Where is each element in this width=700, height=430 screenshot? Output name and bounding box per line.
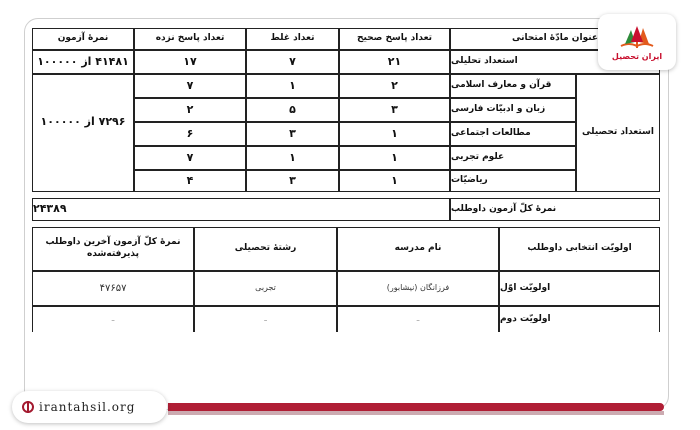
summary-score: ۴۱۴۸۱ از ۱۰۰۰۰۰ (32, 50, 134, 74)
row-wrong: ۱ (246, 74, 339, 98)
footer-bar (168, 403, 664, 411)
priority-row-school: فرزانگان (نیشابور) (337, 271, 499, 306)
priority-row-school: ـ (337, 306, 499, 332)
row-wrong: ۳ (246, 170, 339, 192)
summary-unanswered: ۱۷ (134, 50, 246, 74)
row-unanswered: ۴ (134, 170, 246, 192)
priority-row-label: اولویّت دوم (499, 306, 660, 332)
row-correct: ۱ (339, 146, 450, 170)
row-material: قرآن و معارف اسلامی (450, 74, 576, 98)
header-material: عنوان مادّهٔ امتحانی (450, 28, 660, 50)
total-value: ۲۴۳۸۹ (32, 198, 450, 221)
header-score: نمرهٔ آزمون (32, 28, 134, 50)
row-material: زبان و ادبیّات فارسی (450, 98, 576, 122)
row-unanswered: ۷ (134, 74, 246, 98)
row-correct: ۱ (339, 170, 450, 192)
book-icon (617, 24, 657, 50)
priority-row-label: اولویّت اوّل (499, 271, 660, 306)
row-correct: ۲ (339, 74, 450, 98)
site-url-link[interactable] (12, 391, 167, 423)
logo-text: ایران تحصیل (611, 51, 663, 61)
header-correct: تعداد پاسخ صحیح (339, 28, 450, 50)
row-unanswered: ۶ (134, 122, 246, 146)
priority-row-score: ـ (32, 306, 194, 332)
site-url-text: irantahsil.org (39, 400, 136, 414)
header-school: نام مدرسه (337, 227, 499, 271)
globe-icon (22, 401, 34, 413)
row-material: ریاضیّات (450, 170, 576, 192)
report-sheet (32, 28, 663, 330)
summary-correct: ۲۱ (339, 50, 450, 74)
site-logo[interactable] (598, 14, 676, 70)
priority-row-field: تجربی (194, 271, 337, 306)
group-label: استعداد تحصیلی (576, 74, 660, 192)
priority-row-field: ـ (194, 306, 337, 332)
row-wrong: ۱ (246, 146, 339, 170)
row-correct: ۳ (339, 98, 450, 122)
footer-bar-shadow (168, 411, 664, 415)
row-material: علوم تجربی (450, 146, 576, 170)
row-correct: ۱ (339, 122, 450, 146)
total-label: نمرهٔ کلّ آزمون داوطلب (450, 198, 660, 221)
row-wrong: ۵ (246, 98, 339, 122)
header-field: رشتهٔ تحصیلی (194, 227, 337, 271)
header-unanswered: تعداد پاسخ نزده (134, 28, 246, 50)
group-score: ۷۲۹۶ از ۱۰۰۰۰۰ (32, 74, 134, 192)
header-wrong: تعداد غلط (246, 28, 339, 50)
summary-wrong: ۷ (246, 50, 339, 74)
header-last-score: نمرهٔ کلّ آزمون آخرین داوطلب پذیرفته‌شده (32, 227, 194, 271)
row-wrong: ۳ (246, 122, 339, 146)
row-unanswered: ۲ (134, 98, 246, 122)
summary-material: استعداد تحلیلی (450, 50, 660, 74)
row-unanswered: ۷ (134, 146, 246, 170)
row-material: مطالعات اجتماعی (450, 122, 576, 146)
header-priority: اولویّت انتخابی داوطلب (499, 227, 660, 271)
priority-row-score: ۴۷۶۵۷ (32, 271, 194, 306)
